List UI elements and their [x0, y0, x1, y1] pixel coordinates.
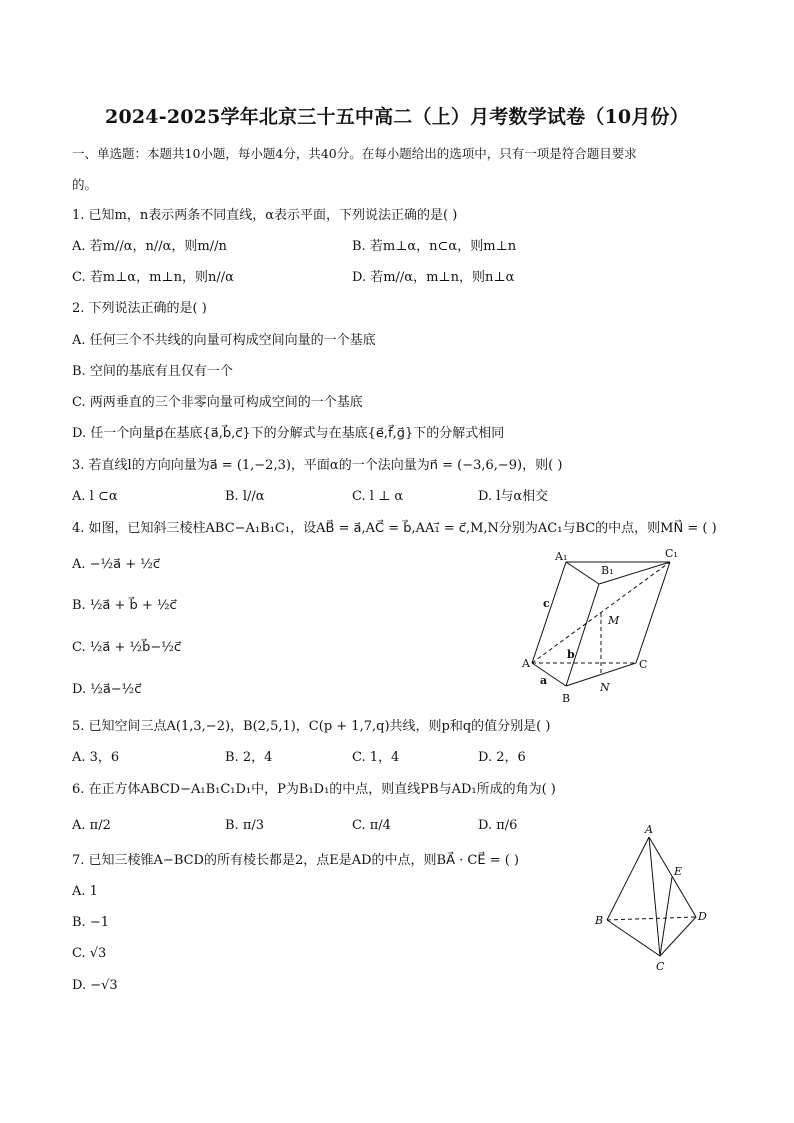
- label-a1: A₁: [555, 550, 568, 563]
- q4-option-d: D. ½a⃗−½c⃗: [72, 682, 142, 697]
- edge-aa1: [532, 562, 566, 663]
- edge-ab: [607, 837, 649, 920]
- label-vec-c: c: [543, 597, 550, 610]
- label-a: A: [645, 823, 653, 836]
- q5-option-b: B. 2，4: [225, 750, 273, 765]
- q2-option-b: B. 空间的基底有且仅有一个: [72, 364, 233, 379]
- edge-bc: [607, 920, 660, 956]
- q6-option-d: D. π/6: [478, 818, 518, 833]
- label-m: M: [608, 614, 620, 627]
- q4-stem: 4. 如图，已知斜三棱柱ABC−A₁B₁C₁，设AB⃗ = a⃗,AC⃗ = b⃗,AA₁⃗ = c⃗,M,N分别为AC₁与BC的中点，则MN⃗ = ( ): [72, 521, 717, 536]
- prism-figure: [515, 545, 685, 710]
- q4-option-c: C. ½a⃗ + ½b⃗−½c⃗: [72, 640, 181, 655]
- q6-option-c: C. π/4: [352, 818, 391, 833]
- q2-option-d: D. 任一个向量p⃗在基底{a⃗,b⃗,c⃗}下的分解式与在基底{e⃗,f⃗,g⃗}下的分解式相同: [72, 426, 505, 441]
- label-b1: B₁: [601, 564, 614, 577]
- edge-ab: [532, 663, 566, 686]
- label-c: C: [656, 960, 665, 973]
- q5-option-a: A. 3，6: [72, 750, 120, 765]
- label-a: A: [522, 657, 530, 670]
- edge-bb1: [566, 584, 599, 686]
- q2-option-a: A. 任何三个不共线的向量可构成空间向量的一个基底: [72, 333, 376, 348]
- q6-option-b: B. π/3: [225, 818, 265, 833]
- q4-option-b: B. ½a⃗ + b⃗ + ½c⃗: [72, 598, 177, 613]
- q5-stem: 5. 已知空间三点A(1,3,−2)，B(2,5,1)，C(p + 1,7,q)共线，则p和q的值分别是( ): [72, 719, 551, 734]
- q2-stem: 2. 下列说法正确的是( ): [72, 301, 207, 316]
- q6-stem: 6. 在正方体ABCD−A₁B₁C₁D₁中，P为B₁D₁的中点，则直线PB与AD₁所成的角为( ): [72, 782, 556, 797]
- label-c1: C₁: [665, 547, 678, 560]
- q3-option-b: B. l//α: [225, 489, 265, 504]
- diag-ac1: [532, 562, 670, 663]
- q1-option-d: D. 若m//α，m⊥n，则n⊥α: [352, 270, 515, 285]
- label-n: N: [600, 681, 610, 694]
- q7-option-d: D. −√3: [72, 978, 118, 993]
- label-b: B: [595, 914, 604, 927]
- q3-option-d: D. l与α相交: [478, 489, 549, 504]
- q1-option-a: A. 若m//α，n//α，则m//n: [72, 239, 227, 254]
- edge-bd-hidden: [607, 917, 696, 920]
- edge-ac: [649, 837, 660, 956]
- label-b: B: [562, 692, 571, 705]
- label-d: D: [698, 910, 707, 923]
- label-vec-a: a: [540, 674, 548, 687]
- q1-option-c: C. 若m⊥α，m⊥n，则n//α: [72, 270, 234, 285]
- page-title: 2024-2025学年北京三十五中高二（上）月考数学试卷（10月份）: [105, 106, 689, 128]
- q7-option-b: B. −1: [72, 915, 109, 930]
- edge-ad: [649, 837, 696, 917]
- section-instructions-line1: 一、单选题：本题共10小题，每小题4分，共40分。在每小题给出的选项中，只有一项是符合题目要求: [72, 146, 637, 161]
- q4-option-a: A. −½a⃗ + ½c⃗: [72, 557, 161, 572]
- section-instructions-line2: 的。: [72, 177, 98, 192]
- q3-option-a: A. l ⊂α: [72, 489, 118, 504]
- segment-ce: [660, 877, 672, 956]
- q7-option-c: C. √3: [72, 946, 107, 961]
- q1-stem: 1. 已知m，n表示两条不同直线，α表示平面，下列说法正确的是( ): [72, 208, 458, 223]
- edge-a1b1: [566, 562, 599, 584]
- edge-cc1: [636, 562, 670, 663]
- label-c: C: [639, 658, 648, 671]
- label-e: E: [674, 865, 683, 878]
- q5-option-c: C. 1，4: [352, 750, 400, 765]
- tetrahedron-figure: [585, 820, 715, 975]
- q6-option-a: A. π/2: [72, 818, 111, 833]
- q5-option-d: D. 2，6: [478, 750, 526, 765]
- label-vec-b: b: [567, 648, 575, 661]
- q3-option-c: C. l ⊥ α: [352, 489, 404, 504]
- q2-option-c: C. 两两垂直的三个非零向量可构成空间的一个基底: [72, 395, 363, 410]
- q1-option-b: B. 若m⊥α，n⊂α，则m⊥n: [352, 239, 517, 254]
- q3-stem: 3. 若直线l的方向向量为a⃗ = (1,−2,3)，平面α的一个法向量为n⃗ = (−3,6,−9)，则( ): [72, 458, 563, 473]
- q7-stem: 7. 已知三棱锥A−BCD的所有棱长都是2，点E是AD的中点，则BA⃗ · CE⃗ = ( ): [72, 853, 519, 868]
- q7-option-a: A. 1: [72, 884, 98, 899]
